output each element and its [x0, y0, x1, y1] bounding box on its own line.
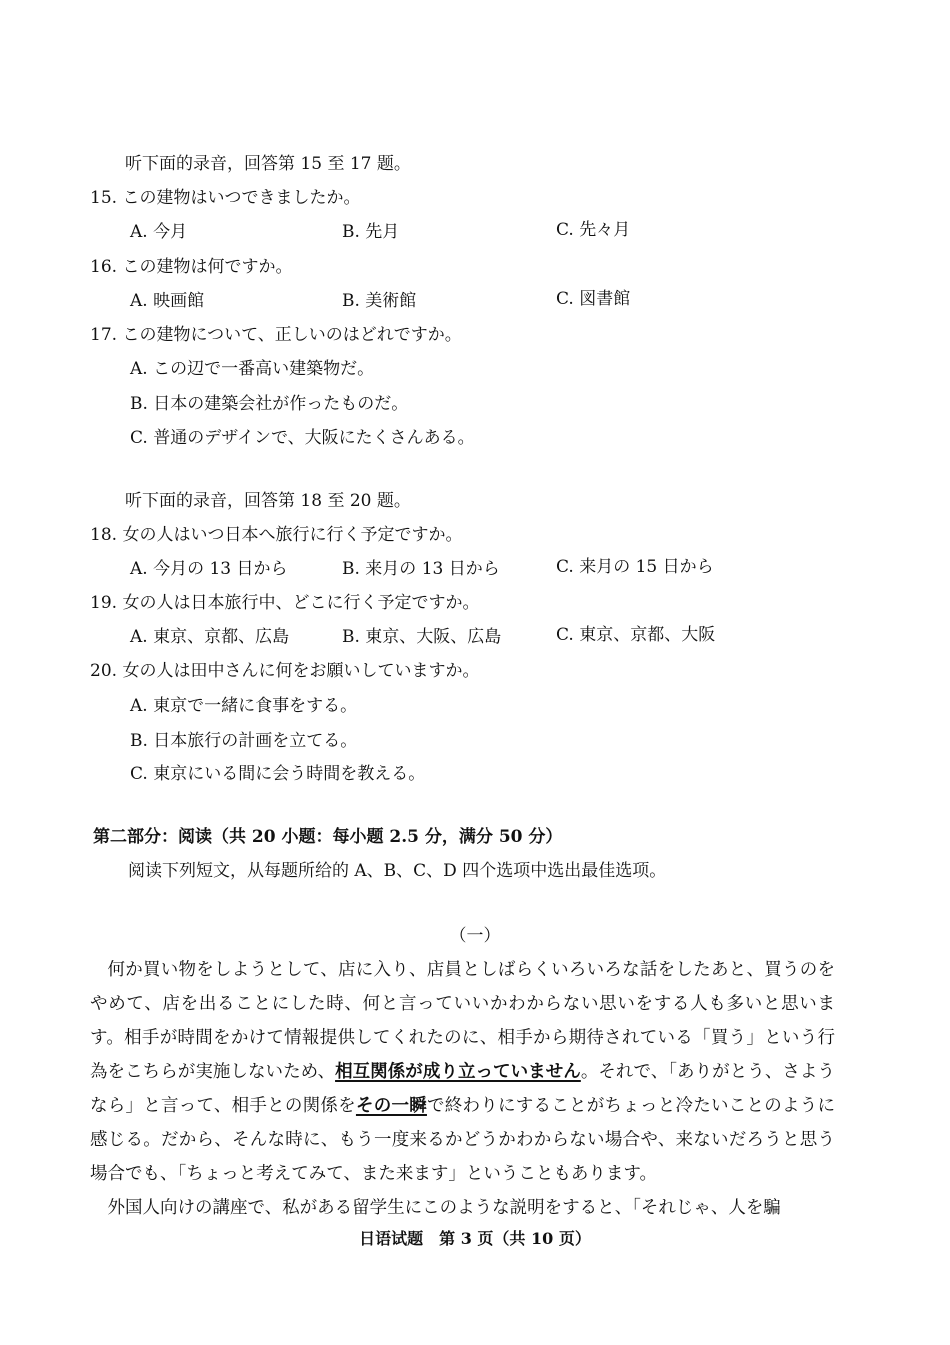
option-16-c: C. 図書館	[556, 289, 631, 309]
page-footer: 日语试题 第 3 页（共 10 页）	[359, 1229, 591, 1248]
option-20-a: A. 東京で一緒に食事をする。	[130, 696, 358, 716]
option-16-b: B. 美術館	[342, 291, 417, 311]
question-text: 女の人は田中さんに何をお願いしていますか。	[122, 661, 480, 681]
passage-paragraph-1	[90, 953, 835, 1191]
question-number: 19.	[90, 593, 118, 613]
reading-passage	[90, 953, 835, 1225]
option-17-c: C. 普通のデザインで、大阪にたくさんある。	[130, 428, 475, 448]
passage-paragraph-2	[90, 1191, 835, 1225]
question-number: 17.	[90, 325, 118, 345]
passage-text: で終わりにすることがちょっと冷たいことのように感じる。だから、そんな時に、もう一度来るかどうかわからない場合や、来ないだろうと思う場合でも、「ちょっと考えてみて、また来ます」ということもあります。	[90, 1096, 836, 1184]
option-19-a: A. 東京、京都、広島	[130, 627, 290, 647]
question-15	[90, 187, 360, 209]
option-18-b: B. 来月の 13 日から	[342, 559, 500, 579]
option-17-b: B. 日本の建築会社が作ったものだ。	[130, 394, 409, 414]
question-number: 15.	[90, 188, 118, 208]
option-19-b: B. 東京、大阪、広島	[342, 627, 502, 647]
question-text: この建物は何ですか。	[122, 257, 293, 277]
section-label: （一）	[449, 926, 501, 946]
option-20-b: B. 日本旅行の計画を立てる。	[130, 731, 358, 751]
option-19-c: C. 東京、京都、大阪	[556, 625, 716, 645]
option-20-c: C. 東京にいる間に会う時間を教える。	[130, 764, 426, 784]
option-18-a: A. 今月の 13 日から	[130, 559, 288, 579]
passage-text: 外国人向けの講座で、私がある留学生にこのような説明をすると、「それじゃ、人を騙	[107, 1198, 781, 1218]
option-15-a: A. 今月	[130, 222, 188, 242]
question-17	[90, 324, 462, 346]
question-20	[90, 660, 479, 682]
question-19	[90, 592, 479, 614]
part2-heading: 第二部分：阅读（共 20 小题：每小题 2.5 分，满分 50 分）	[93, 827, 563, 847]
instruction-18-20: 听下面的录音，回答第 18 至 20 题。	[125, 491, 411, 511]
question-text: 女の人は日本旅行中、どこに行く予定ですか。	[122, 593, 480, 613]
option-15-c: C. 先々月	[556, 220, 631, 240]
question-text: 女の人はいつ日本へ旅行に行く予定ですか。	[122, 525, 463, 545]
underlined-phrase-2: その一瞬	[355, 1096, 427, 1116]
question-text: この建物はいつできましたか。	[122, 188, 361, 208]
question-number: 18.	[90, 525, 118, 545]
question-number: 16.	[90, 257, 118, 277]
underlined-phrase-1: 相互関係が成り立っていません	[335, 1062, 581, 1082]
option-17-a: A. この辺で一番高い建築物だ。	[130, 359, 375, 379]
question-18	[90, 524, 462, 546]
question-number: 20.	[90, 661, 118, 681]
part2-instruction: 阅读下列短文，从每题所给的 A、B、C、D 四个选项中选出最佳选项。	[128, 861, 667, 881]
question-text: この建物について、正しいのはどれですか。	[122, 325, 462, 345]
option-18-c: C. 来月の 15 日から	[556, 557, 714, 577]
option-16-a: A. 映画館	[130, 291, 205, 311]
passage-text: 何か買い物をしようとして、店に入り、店員としばらくいろいろな話をしたあと、買うのをやめて、店を出ることにした時、何と言っていいかわからない思いをする人も多いと思います。相手が時間をかけて情報提供してくれたのに、相手から期待されている「買う」という行為をこちらが実施しないため、	[90, 960, 835, 1082]
option-15-b: B. 先月	[342, 222, 400, 242]
passage-text: 。それで、「ありがとう、さようなら」と言って、相手との関係を	[90, 1062, 835, 1116]
question-16	[90, 256, 292, 278]
instruction-15-17: 听下面的录音，回答第 15 至 17 题。	[125, 154, 411, 174]
